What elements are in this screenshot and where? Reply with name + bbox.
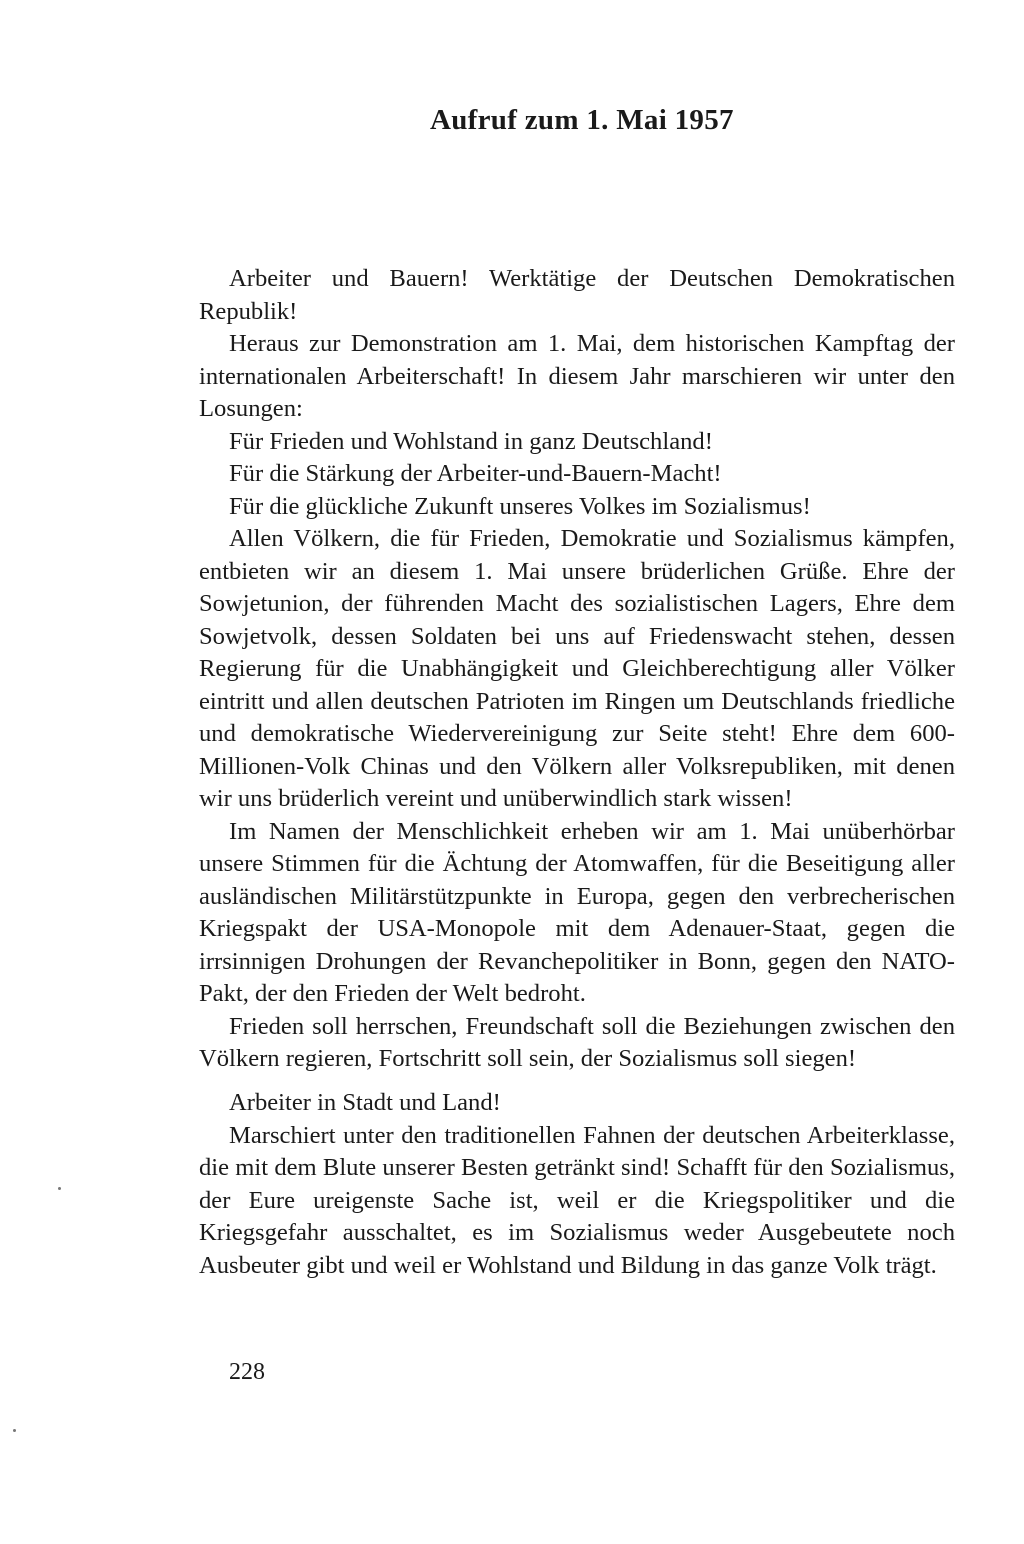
page-title: Aufruf zum 1. Mai 1957 <box>430 104 734 136</box>
second-text-block <box>199 1087 955 1282</box>
main-text-block <box>199 263 955 1076</box>
slogan-peace: Für Frieden und Wohlstand in ganz Deutschland! <box>229 427 713 455</box>
paragraph-greeting: Arbeiter und Bauern! Werktätige der Deutschen Demokratischen Republik! <box>199 265 955 325</box>
slogan-future: Für die glückliche Zukunft unseres Volkes im Sozialismus! <box>229 492 811 520</box>
paragraph-march: Marschiert unter den traditionellen Fahnen der deutschen Arbeiterklasse, die mit dem Blute unserer Besten getränkt sind! Schafft für den Sozialismus, der Eure ureigenste Sache ist, weil er die Kriegspolitiker und die Kriegsgefahr ausschaltet, es im Sozialismus weder Ausgebeutete noch Ausbeuter gibt und weil er Wohlstand und Bildung in das ganze Volk trägt. <box>199 1121 955 1279</box>
paragraph-workers-call: Arbeiter in Stadt und Land! <box>229 1089 501 1116</box>
paragraph-greetings-to-peoples: Allen Völkern, die für Frieden, Demokratie und Sozialismus kämpfen, entbieten wir an diesem 1. Mai unsere brüderlichen Grüße. Ehre der Sowjetunion, der führenden Macht des sozialistischen Lagers, Ehre dem Sowjetvolk, dessen Soldaten bei uns auf Friedenswacht stehen, dessen Regierung für die Unabhängigkeit und Gleichberechtigung aller Völker eintritt und allen deutschen Patrioten im Ringen um Deutschlands friedliche und demokratische Wiedervereinigung zur Seite steht! Ehre dem 600-Millionen-Volk Chinas und den Völkern aller Volksrepubliken, mit denen wir uns brüderlich vereint und unüberwindlich stark wissen! <box>199 525 955 812</box>
scan-speck <box>58 1187 61 1190</box>
paragraph-call-to-demonstration: Heraus zur Demonstration am 1. Mai, dem historischen Kampftag der internationalen Arbeiterschaft! In diesem Jahr marschieren wir unter den Losungen: <box>199 330 955 422</box>
paragraph-peace-shall-reign: Frieden soll herrschen, Freundschaft soll die Beziehungen zwischen den Völkern regieren, Fortschritt soll sein, der Sozialismus soll siegen! <box>199 1012 955 1072</box>
page-number: 228 <box>229 1359 265 1385</box>
scan-speck <box>13 1429 16 1432</box>
slogan-power: Für die Stärkung der Arbeiter-und-Bauern-Macht! <box>229 460 722 487</box>
paragraph-humanity: Im Namen der Menschlichkeit erheben wir am 1. Mai unüberhörbar unsere Stimmen für die Ächtung der Atomwaffen, für die Beseitigung aller ausländischen Militärstützpunkte in Europa, gegen den verbrecherischen Kriegspakt der USA-Monopole mit dem Adenauer-Staat, gegen die irrsinnigen Drohungen der Revanchepolitiker in Bonn, gegen den NATO-Pakt, der den Frieden der Welt bedroht. <box>199 817 955 1007</box>
